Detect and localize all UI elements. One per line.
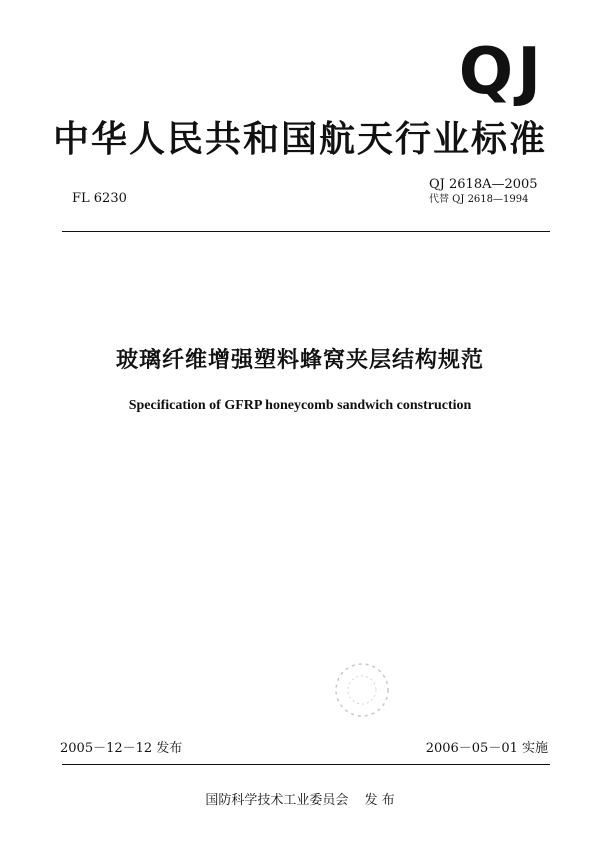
- classification-code: FL 6230: [72, 191, 127, 206]
- implementation-date: 2006－05－01 实施: [425, 741, 548, 756]
- publish-label: 发 布: [364, 793, 395, 808]
- footer-divider: [62, 764, 550, 765]
- standard-logo-qj: QJ: [458, 35, 545, 109]
- standard-number: QJ 2618A—2005: [429, 177, 538, 192]
- standard-number-block: [429, 176, 547, 207]
- organization-title: 中华人民共和国航天行业标准: [52, 119, 547, 160]
- document-title-chinese: 玻璃纤维增强塑料蜂窝夹层结构规范: [115, 348, 484, 373]
- header-divider: [62, 231, 550, 232]
- faint-seal-stamp: [332, 660, 392, 720]
- publisher-name: 国防科学技术工业委员会: [205, 793, 349, 808]
- document-title-english: Specification of GFRP honeycomb sandwich construction: [128, 398, 472, 413]
- replaces-standard: 代替 QJ 2618—1994: [429, 194, 529, 205]
- issue-date: 2005－12－12 发布: [60, 741, 183, 756]
- publisher-line: [0, 789, 600, 808]
